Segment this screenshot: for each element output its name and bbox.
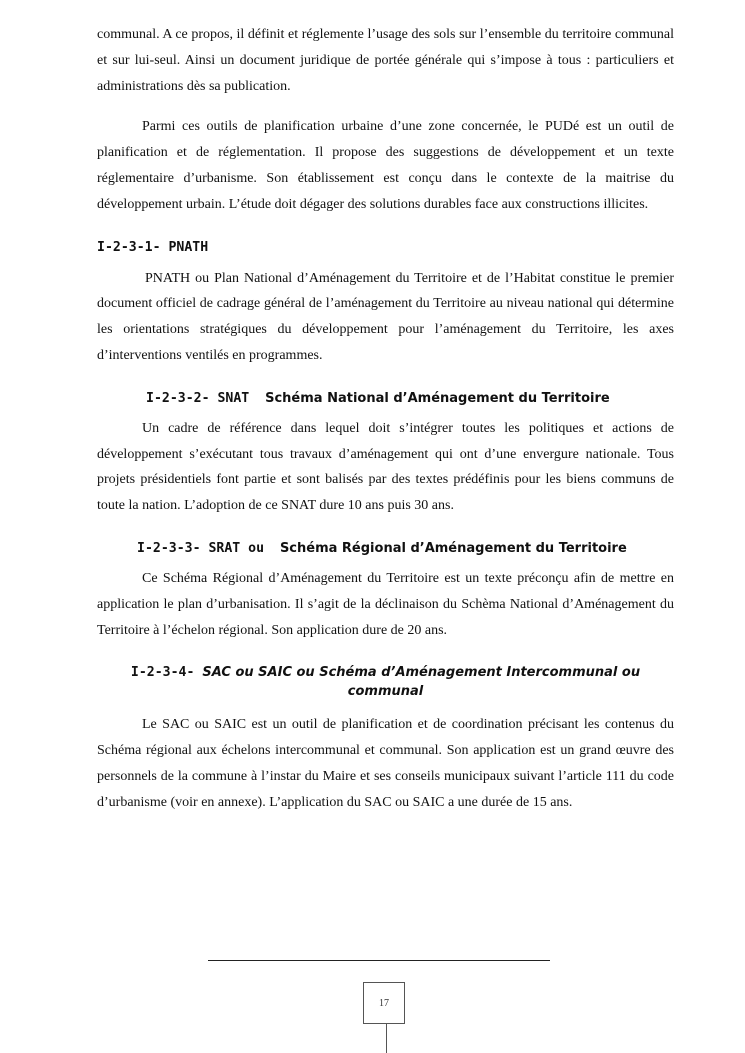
paragraph-usage-des-sols: communal. A ce propos, il définit et réglemente l’usage des sols sur l’ensemble du territoire communal et sur lui-seul. Ainsi un document juridique de portée générale qui s’impose à tous : particuliers et administrations dès sa publication. (97, 27, 674, 94)
footer-rule (208, 960, 550, 961)
page-number-connector-line (386, 1024, 387, 1053)
heading-snat (97, 389, 674, 408)
paragraph-pude: Parmi ces outils de planification urbaine d’une zone concernée, le PUDé est un outil de planification et de réglementation. Il propose des suggestions de développement et un texte réglementaire d’urbanisme. Son établissement est conçu dans le contexte de la maitrise du développement urbain. L’étude doit dégager des solutions durables face aux constructions illicites. (97, 119, 674, 212)
paragraph-pnath: PNATH ou Plan National d’Aménagement du Territoire et de l’Habitat constitue le premier document officiel de cadrage général de l’aménagement du Territoire au niveau national qui détermine les orientations stratégiques du développement pour l’aménagement du Territoire, les axes d’interventions ventilés en programmes. (97, 270, 674, 363)
heading-sac-code: I-2-3-4- (130, 665, 195, 681)
paragraph-sac: Le SAC ou SAIC est un outil de planification et de coordination précisant les contenus du Schéma régional aux échelons intercommunal et communal. Son application est un grand œuvre des personnels de la commune à l’instar du Maire et ses conseils municipaux suivant l’article 111 du code d’urbanisme (voir en annexe). L’application du SAC ou SAIC a une durée de 15 ans. (97, 717, 674, 810)
page-number: 17 (363, 982, 405, 1024)
heading-pnath (97, 238, 674, 257)
paragraph-srat: Ce Schéma Régional d’Aménagement du Territoire est un texte préconçu afin de mettre en application le plan d’urbanisation. Il s’agit de la déclinaison du Schèma National d’Aménagement du Territoire à l’échelon régional. Son application dure de 20 ans. (97, 570, 674, 638)
heading-snat-code: I-2-3-2- SNAT (146, 390, 250, 406)
paragraph-snat: Un cadre de référence dans lequel doit s’intégrer toutes les politiques et actions de développement s’exécutant tous travaux d’aménagement qui ont d’une envergure nationale. Tous projets présidentiels font partie et sont balisés par des textes prédéfinis pour les biens communs de toute la nation. L’adoption de ce SNAT dure 10 ans puis 30 ans. (97, 420, 674, 514)
document-page (97, 22, 674, 816)
heading-srat-title: Schéma Régional d’Aménagement du Territoire (279, 540, 627, 556)
heading-srat (97, 539, 674, 558)
heading-sac (97, 663, 674, 701)
heading-sac-title: SAC ou SAIC ou Schéma d’Aménagement Intercommunal ou communal (202, 665, 641, 700)
heading-srat-code: I-2-3-3- SRAT ou (137, 540, 265, 556)
heading-snat-title: Schéma National d’Aménagement du Territoire (265, 390, 610, 406)
heading-pnath-text: I-2-3-1- PNATH (97, 239, 209, 255)
